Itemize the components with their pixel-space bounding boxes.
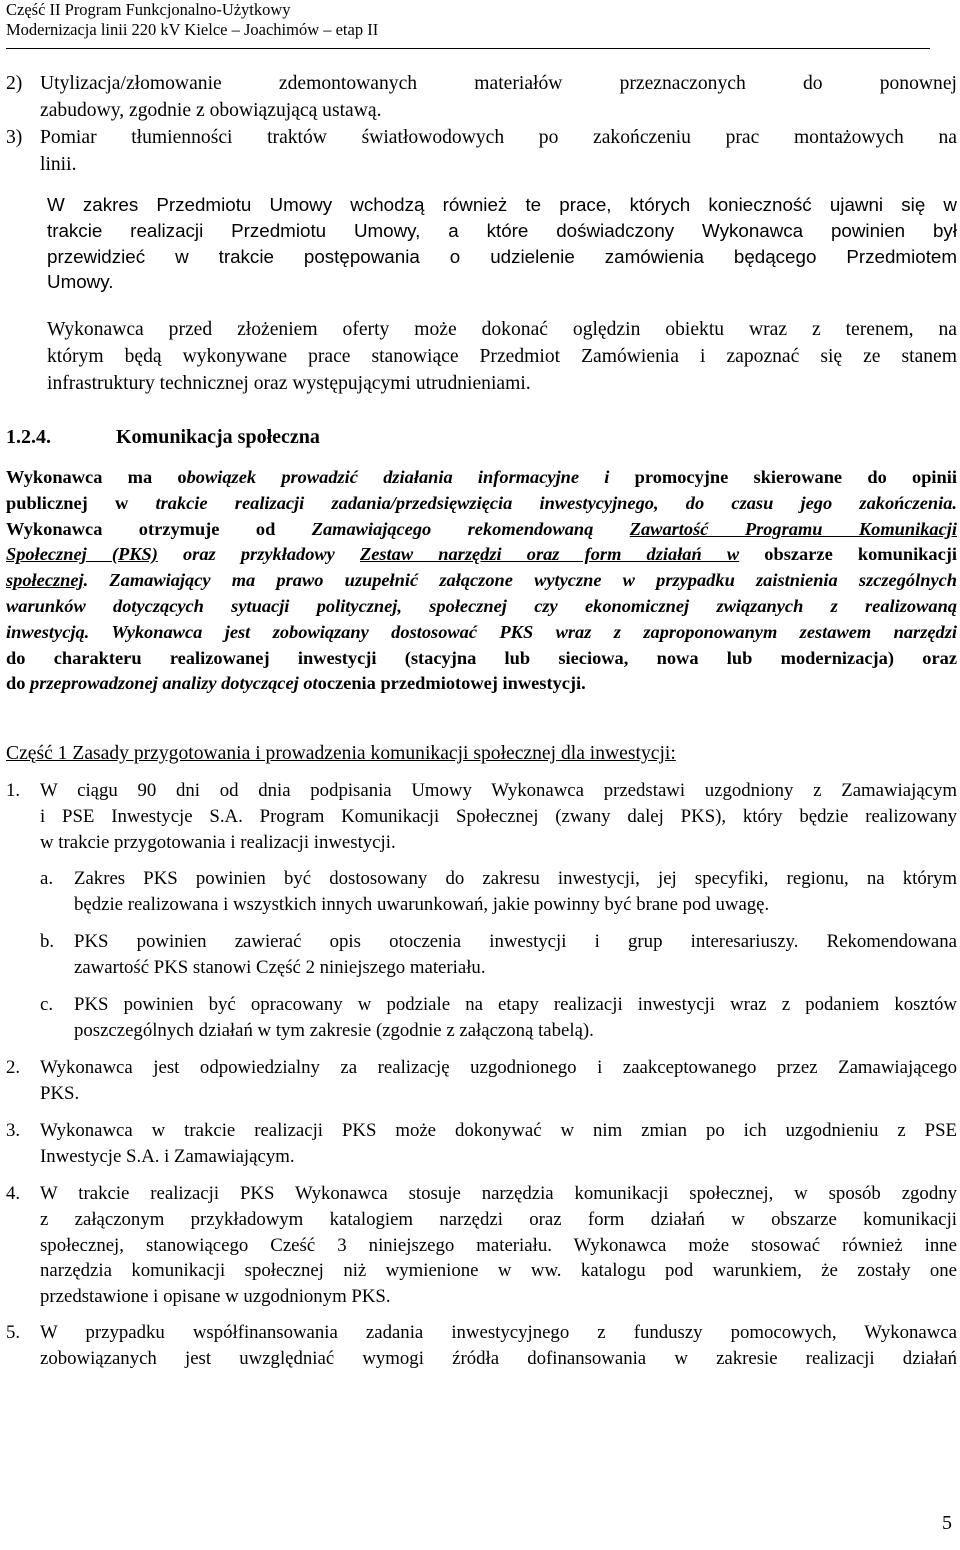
text-line: W ciągu 90 dni od dnia podpisania Umowy Wykonawca przedstawi uzgodniony z Zamawiającym [40,780,957,801]
text-line: infrastruktury technicznej oraz występującymi utrudnieniami. [47,373,531,394]
list-letter: a. [40,868,54,889]
text-line: Umowy. [47,271,114,293]
part1-heading: Część 1 Zasady przygotowania i prowadzenia komunikacji społecznej dla inwestycji: [6,743,676,764]
text-line: PKS powinien być opracowany w podziale na etapy realizacji inwestycji wraz z podaniem kosztów [74,994,957,1015]
text-line: Wykonawca otrzymuje od Zamawiającego rekomendowaną Zawartość Programu Komunikacji [6,518,957,539]
text-line: trakcie realizacji Przedmiotu Umowy, a które doświadczony Wykonawca powinien był [47,219,957,241]
list-subitem-c [40,992,957,1044]
text-line: w trakcie przygotowania i realizacji inwestycji. [40,831,396,853]
text-line: do charakteru realizowanej inwestycji (stacyjna lub sieciowa, nowa lub modernizacja) oraz [6,647,957,668]
list-item-5 [6,1320,957,1372]
text-line: Społecznej (PKS) oraz przykładowy Zestaw narzędzi oraz form działań w obszarze komunikacji [6,544,957,565]
intro-item-3 [6,124,957,178]
list-subitem-b [40,929,957,981]
text-line: publicznej w trakcie realizacji zadania/przedsięwzięcia inwestycyjnego, do czasu jego zakończenia. [6,492,957,513]
text-line: inwestycją. Wykonawca jest zobowiązany dostosować PKS wraz z zaproponowanym zestawem narzędzi [6,621,957,642]
page-number: 5 [942,1512,952,1534]
intro-item-2 [6,70,957,124]
text-line: W przypadku współfinansowania zadania inwestycyjnego z funduszy pomocowych, Wykonawca [40,1322,957,1343]
page-header [6,0,930,40]
list-number: 5. [6,1322,21,1343]
section-number: 1.2.4. [6,426,51,448]
list-item-2 [6,1055,957,1107]
list-number: 3. [6,1120,21,1141]
text-line: Zakres PKS powinien być dostosowany do zakresu inwestycji, jej specyfiki, regionu, na którym [74,868,957,889]
text-line: Wykonawca w trakcie realizacji PKS może dokonywać w nim zmian po ich uzgodnieniu z PSE [40,1120,957,1141]
section-heading [6,424,320,450]
text-line: Pomiar tłumienności traktów światłowodowych po zakończeniu prac montażowych na [40,127,957,148]
inspection-paragraph [47,316,957,397]
text-line: społecznej, stanowiącego Cześć 3 niniejszego materiału. Wykonawca może stosować również inne [40,1234,957,1256]
list-item-1 [6,778,957,856]
text-line: Inwestycje S.A. i Zamawiającym. [40,1145,295,1167]
list-number: 3) [6,127,23,148]
text-line: którym będą wykonywane prace stanowiące Przedmiot Zamówienia i zapoznać się ze stanem [47,346,957,367]
header-document-part: Część II Program Funkcjonalno-Użytkowy [6,0,291,19]
text-line: Wykonawca przed złożeniem oferty może dokonać oględzin obiektu wraz z terenem, na [47,319,957,340]
text-line: warunków dotyczących sytuacji politycznej, społecznej czy ekonomicznej związanych z realizowaną [6,595,957,616]
scope-paragraph [47,192,957,295]
text-line: Wykonawca ma obowiązek prowadzić działania informacyjne i promocyjne skierowane do opinii [6,467,957,487]
list-letter: c. [40,994,54,1015]
text-line: Utylizacja/złomowanie zdemontowanych materiałów przeznaczonych do ponownej [40,73,957,94]
text-line: przedstawione i opisane w uzgodnionym PKS. [40,1286,391,1308]
text-line: W trakcie realizacji PKS Wykonawca stosuje narzędzia komunikacji społecznej, w sposób zgodny [40,1183,957,1204]
text-line: przewidzieć w trakcie postępowania o udzielenie zamówienia będącego Przedmiotem [47,245,957,267]
text-line: poszczególnych działań w tym zakresie (zgodnie z załączoną tabelą). [74,1019,594,1041]
section-title: Komunikacja społeczna [116,426,320,448]
text-line: i PSE Inwestycje S.A. Program Komunikacji Społecznej (zwany dalej PKS), który będzie realizowany [40,805,957,827]
text-line: PKS. [40,1082,80,1104]
text-line: narzędzia komunikacji społecznej niż wymienione w ww. katalogu pod warunkiem, że zostały one [40,1260,957,1282]
list-letter: b. [40,931,55,952]
list-number: 2) [6,73,23,94]
text-line: zawartość PKS stanowi Część 2 niniejszego materiału. [74,956,486,978]
communication-paragraph [6,465,957,697]
text-line: PKS powinien zawierać opis otoczenia inwestycji i grup interesariuszy. Rekomendowana [74,931,957,952]
text-line: zobowiązanych jest uwzględniać wymogi źródła dofinansowania w zakresie realizacji działań [40,1347,957,1369]
text-line: społecznej. Zamawiający ma prawo uzupełnić załączone wytyczne w przypadku zaistnienia szczególnych [6,570,957,591]
text-line: W zakres Przedmiotu Umowy wchodzą również te prace, których konieczność ujawni się w [47,194,957,215]
header-divider [6,48,930,49]
text-line: linii. [40,154,77,175]
text-line: z załączonym przykładowym katalogiem narzędzi oraz form działań w obszarze komunikacji [40,1208,957,1230]
header-project-title: Modernizacja linii 220 kV Kielce – Joachimów – etap II [6,20,379,39]
list-item-4 [6,1181,957,1311]
list-subitem-a [40,866,957,918]
text-line: zabudowy, zgodnie z obowiązującą ustawą. [40,100,382,121]
text-line: Wykonawca jest odpowiedzialny za realizację uzgodnionego i zaakceptowanego przez Zamawiającego [40,1057,957,1078]
list-item-3 [6,1118,957,1170]
text-line: będzie realizowana i wszystkich innych uwarunkowań, jakie powinny być brane pod uwagę. [74,893,770,915]
list-number: 1. [6,780,21,801]
text-line: do przeprowadzonej analizy dotyczącej otoczenia przedmiotowej inwestycji. [6,673,586,694]
list-number: 2. [6,1057,21,1078]
list-number: 4. [6,1183,21,1204]
